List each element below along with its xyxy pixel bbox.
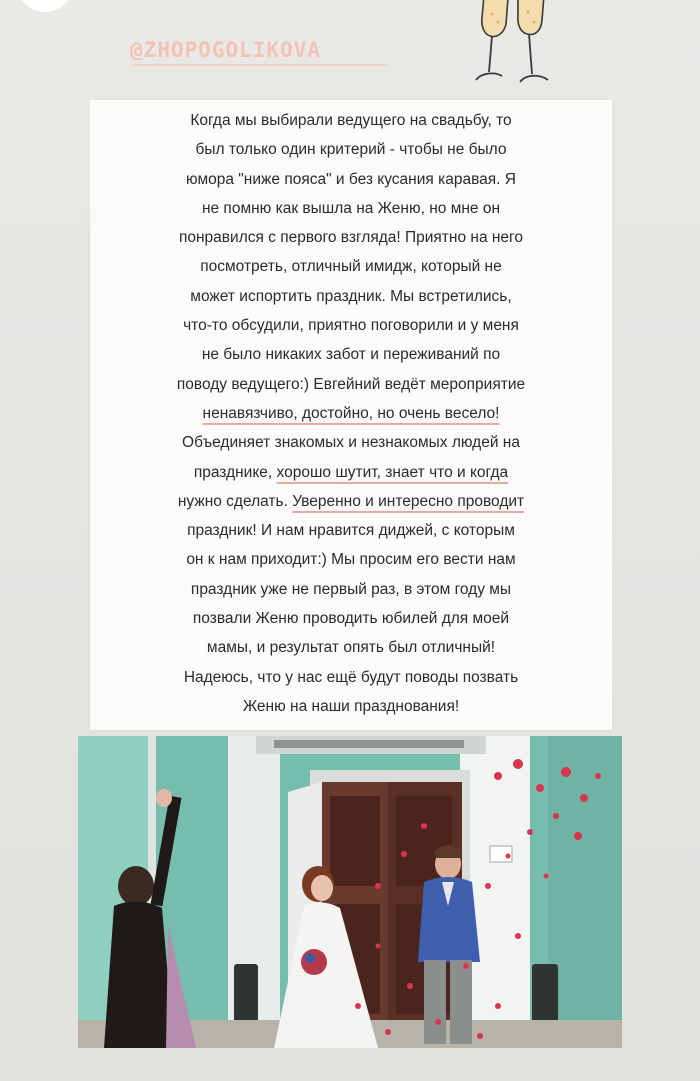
wedding-photo [78, 736, 622, 1048]
review-line: Объединяет знакомых и незнакомых людей на [182, 434, 520, 452]
author-handle[interactable]: @ZHOPOGOLIKOVA [130, 38, 322, 62]
review-line: позвали Женю проводить юбилей для моей [192, 610, 510, 628]
review-line: мамы, и результат опять был отличный! [206, 639, 496, 657]
review-line: не помню как вышла на Женю, но мне он [201, 199, 501, 217]
review-line: поводу ведущего:) Евгейний ведёт мероприятие [176, 375, 526, 393]
review-line: что-то обсудили, приятно поговорили и у меня [183, 317, 519, 335]
profile-avatar-edge[interactable] [16, 0, 74, 12]
review-line: Женю на наши празднования! [242, 697, 460, 715]
review-line: он к нам приходит:) Мы просим его вести нам [186, 551, 516, 569]
review-line-part: празднике, [193, 463, 277, 481]
review-line: посмотреть, отличный имидж, который не [200, 258, 502, 276]
review-line: был только один критерий - чтобы не было [195, 141, 507, 159]
wedding-photo-illustration [78, 736, 622, 1048]
review-line: не было никаких забот и переживаний по [201, 346, 501, 364]
review-line: может испортить праздник. Мы встретились, [190, 287, 512, 305]
highlighted-phrase: хорошо шутит, знает что и когда [276, 463, 509, 481]
review-text [114, 106, 588, 721]
review-line: Надеюсь, что у нас ещё будут поводы позвать [183, 668, 519, 686]
review-line: праздник! И нам нравится диджей, с которым [187, 522, 515, 540]
review-line-part: нужно сделать. [177, 492, 293, 510]
highlighted-phrase: ненавязчиво, достойно, но очень весело! [202, 404, 500, 422]
review-line: понравился с первого взгляда! Приятно на него [178, 229, 523, 247]
review-line: юмора "ниже пояса" и без кусания каравая. Я [186, 170, 516, 188]
highlighted-phrase: Уверенно и интересно проводит [292, 492, 525, 510]
champagne-glasses-icon [462, 0, 558, 92]
review-line: праздник уже не первый раз, в этом году мы [190, 580, 512, 598]
handle-underline [133, 64, 388, 66]
review-card [90, 100, 612, 730]
review-line: Когда мы выбирали ведущего на свадьбу, то [190, 112, 512, 129]
